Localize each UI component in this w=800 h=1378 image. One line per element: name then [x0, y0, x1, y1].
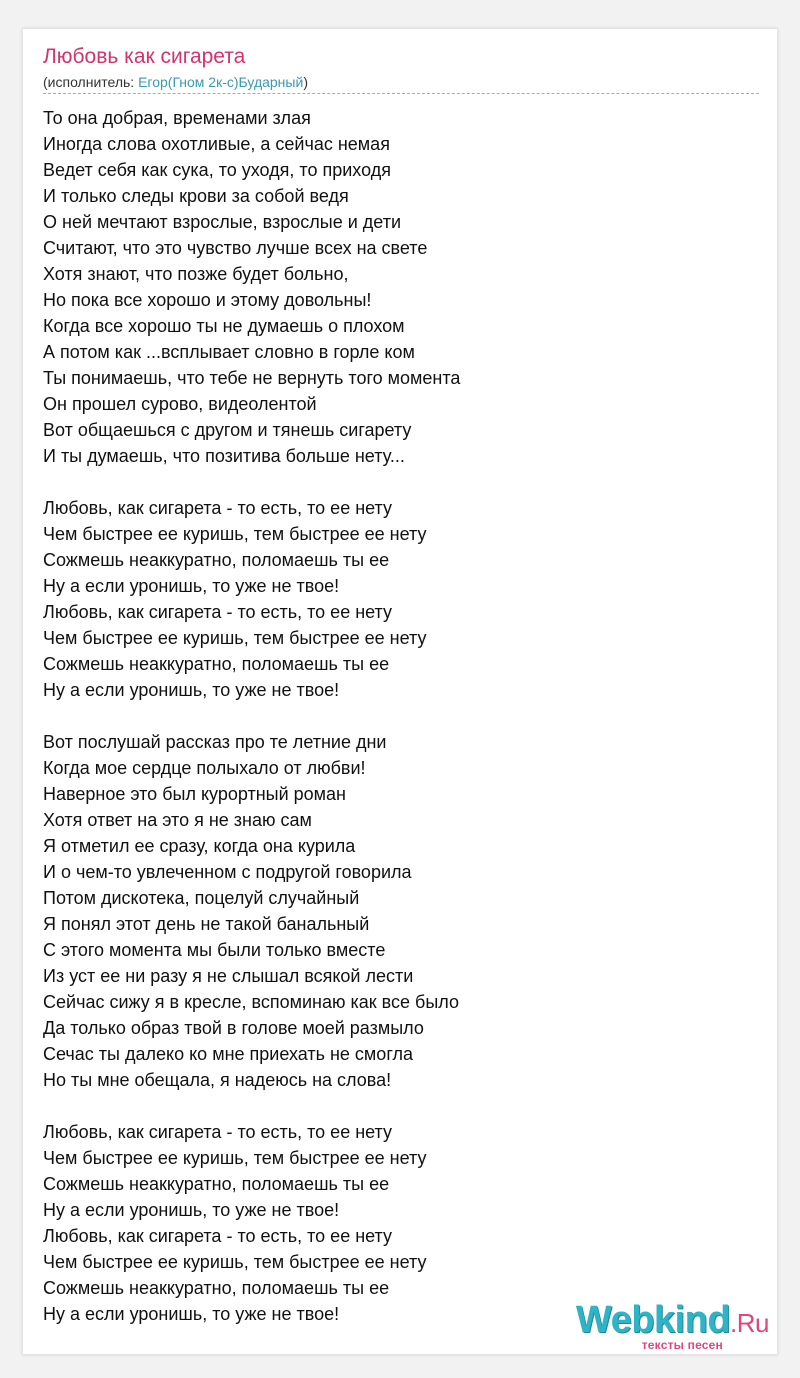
- lyric-line: Ну а если уронишь, то уже не твое!: [43, 576, 340, 596]
- logo-main-text: Webkind: [575, 1299, 731, 1341]
- lyric-line: Из уст ее ни разу я не слышал всякой лести: [43, 966, 414, 986]
- lyric-line: И только следы крови за собой ведя: [43, 186, 349, 206]
- lyric-line: Наверное это был курортный роман: [43, 784, 346, 804]
- lyric-line: Сечас ты далеко ко мне приехать не смогла: [43, 1044, 414, 1064]
- lyrics-card: [22, 28, 778, 1355]
- lyric-line: И ты думаешь, что позитива больше нету...: [43, 446, 405, 466]
- lyric-line: Хотя знают, что позже будет больно,: [43, 264, 349, 284]
- lyric-line: Чем быстрее ее куришь, тем быстрее ее нету: [43, 524, 427, 544]
- lyric-line: С этого момента мы были только вместе: [43, 940, 386, 960]
- lyric-line: Чем быстрее ее куришь, тем быстрее ее нету: [43, 1148, 427, 1168]
- logo-subtitle: тексты песен: [641, 1338, 723, 1352]
- lyric-line: Любовь, как сигарета - то есть, то ее нету: [43, 1226, 393, 1246]
- lyric-line: Он прошел сурово, видеолентой: [43, 394, 317, 414]
- lyric-line: Но ты мне обещала, я надеюсь на слова!: [43, 1070, 392, 1090]
- lyric-line: Считают, что это чувство лучше всех на свете: [43, 238, 428, 258]
- artist-line: [43, 73, 308, 91]
- lyric-line: Сожмешь неаккуратно, поломаешь ты ее: [43, 550, 390, 570]
- lyric-line: Но пока все хорошо и этому довольны!: [43, 290, 372, 310]
- lyric-line: Когда все хорошо ты не думаешь о плохом: [43, 316, 405, 336]
- lyric-line: Ну а если уронишь, то уже не твое!: [43, 680, 340, 700]
- lyric-line: Сожмешь неаккуратно, поломаешь ты ее: [43, 1278, 390, 1298]
- lyrics-text: [43, 105, 759, 1327]
- lyric-line: Любовь, как сигарета - то есть, то ее нету: [43, 602, 393, 622]
- lyric-line: Потом дискотека, поцелуй случайный: [43, 888, 360, 908]
- lyric-line: Чем быстрее ее куришь, тем быстрее ее нету: [43, 628, 427, 648]
- stanza-gap: [43, 469, 759, 495]
- artist-prefix: (исполнитель:: [43, 74, 139, 90]
- song-title: Любовь как сигарета: [43, 45, 246, 68]
- title-divider: [43, 93, 759, 94]
- logo-tld-text: .Ru: [730, 1308, 769, 1338]
- lyric-line: Да только образ твой в голове моей размыло: [43, 1018, 424, 1038]
- lyric-line: Вот общаешься с другом и тянешь сигарету: [43, 420, 412, 440]
- lyric-line: Ну а если уронишь, то уже не твое!: [43, 1304, 340, 1324]
- lyric-line: Любовь, как сигарета - то есть, то ее нету: [43, 498, 393, 518]
- lyric-line: Сожмешь неаккуратно, поломаешь ты ее: [43, 1174, 390, 1194]
- lyric-line: Ты понимаешь, что тебе не вернуть того момента: [43, 368, 461, 388]
- lyric-line: Я понял этот день не такой банальный: [43, 914, 370, 934]
- webkind-logo[interactable]: [559, 1298, 769, 1354]
- lyric-line: Хотя ответ на это я не знаю сам: [43, 810, 312, 830]
- lyric-line: То она добрая, временами злая: [43, 108, 311, 128]
- lyric-line: Сожмешь неаккуратно, поломаешь ты ее: [43, 654, 390, 674]
- stanza-gap: [43, 1093, 759, 1119]
- lyric-line: Иногда слова охотливые, а сейчас немая: [43, 134, 390, 154]
- lyric-line: Когда мое сердце полыхало от любви!: [43, 758, 366, 778]
- lyric-line: Чем быстрее ее куришь, тем быстрее ее нету: [43, 1252, 427, 1272]
- logo-wordmark: [576, 1300, 769, 1343]
- lyric-line: Ну а если уронишь, то уже не твое!: [43, 1200, 340, 1220]
- artist-suffix: ): [303, 74, 308, 90]
- lyric-line: А потом как ...всплывает словно в горле ком: [43, 342, 415, 362]
- lyric-line: О ней мечтают взрослые, взрослые и дети: [43, 212, 402, 232]
- stanza-gap: [43, 703, 759, 729]
- lyric-line: Ведет себя как сука, то уходя, то приходя: [43, 160, 391, 180]
- lyric-line: Сейчас сижу я в кресле, вспоминаю как все было: [43, 992, 459, 1012]
- artist-link[interactable]: Егор(Гном 2к-с)Бударный: [138, 74, 304, 90]
- lyric-line: Я отметил ее сразу, когда она курила: [43, 836, 356, 856]
- lyric-line: Вот послушай рассказ про те летние дни: [43, 732, 387, 752]
- lyric-line: Любовь, как сигарета - то есть, то ее нету: [43, 1122, 393, 1142]
- lyric-line: И о чем-то увлеченном с подругой говорила: [43, 862, 412, 882]
